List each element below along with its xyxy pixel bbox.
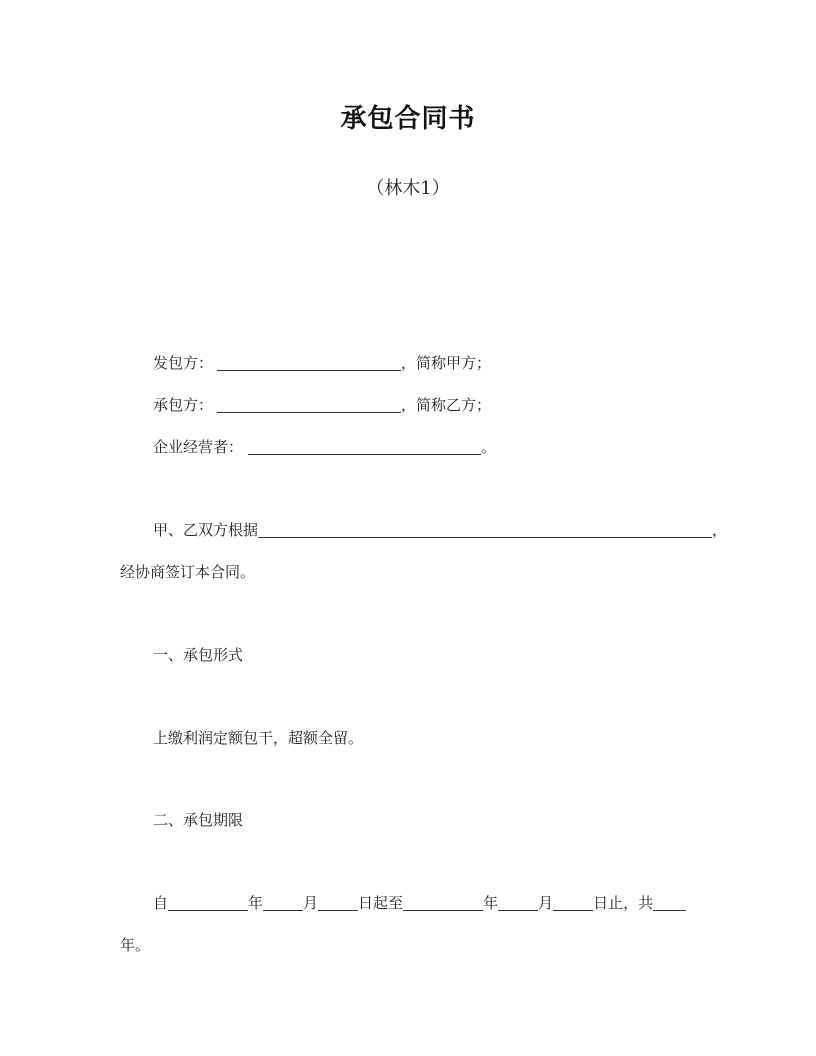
end-day-blank[interactable] xyxy=(553,894,593,911)
operator-line xyxy=(153,437,496,457)
contractor-label: 承包方： xyxy=(153,396,214,414)
employer-line xyxy=(153,353,491,373)
document-subtitle: （林木1） xyxy=(366,178,450,199)
month-text: 月 xyxy=(303,894,319,912)
section1-heading: 一、承包形式 xyxy=(153,646,244,664)
operator-label: 企业经营者： xyxy=(153,438,244,456)
operator-blank[interactable] xyxy=(248,438,481,455)
end-month-blank[interactable] xyxy=(498,894,538,911)
preamble-continuation: 经协商签订本合同。 xyxy=(120,563,256,581)
employer-suffix: ，简称甲方； xyxy=(401,354,492,372)
from-text: 自 xyxy=(153,894,169,912)
start-day-blank[interactable] xyxy=(318,894,358,911)
year-text: 年 xyxy=(248,894,264,912)
day-end-text: 日止，共 xyxy=(593,894,654,912)
contractor-blank[interactable] xyxy=(217,396,401,413)
preamble-blank[interactable] xyxy=(258,521,712,538)
document-title: 承包合同书 xyxy=(340,104,476,134)
employer-label: 发包方： xyxy=(153,354,214,372)
preamble-prefix: 甲、乙双方根据 xyxy=(153,521,259,539)
operator-suffix: 。 xyxy=(481,438,497,456)
year-text: 年 xyxy=(483,894,499,912)
start-year-blank[interactable] xyxy=(168,894,248,911)
employer-blank[interactable] xyxy=(217,354,401,371)
preamble-line xyxy=(153,520,727,540)
term-tail: 年。 xyxy=(120,936,151,954)
month-text: 月 xyxy=(538,894,554,912)
section1-body: 上缴利润定额包干，超额全留。 xyxy=(153,729,364,747)
preamble-suffix: ， xyxy=(712,521,728,539)
term-line xyxy=(153,893,686,913)
end-year-blank[interactable] xyxy=(403,894,483,911)
contractor-suffix: ，简称乙方； xyxy=(401,396,492,414)
day-start-text: 日起至 xyxy=(358,894,404,912)
contractor-line xyxy=(153,395,491,415)
total-years-blank[interactable] xyxy=(653,894,686,911)
section2-heading: 二、承包期限 xyxy=(153,811,244,829)
start-month-blank[interactable] xyxy=(263,894,303,911)
